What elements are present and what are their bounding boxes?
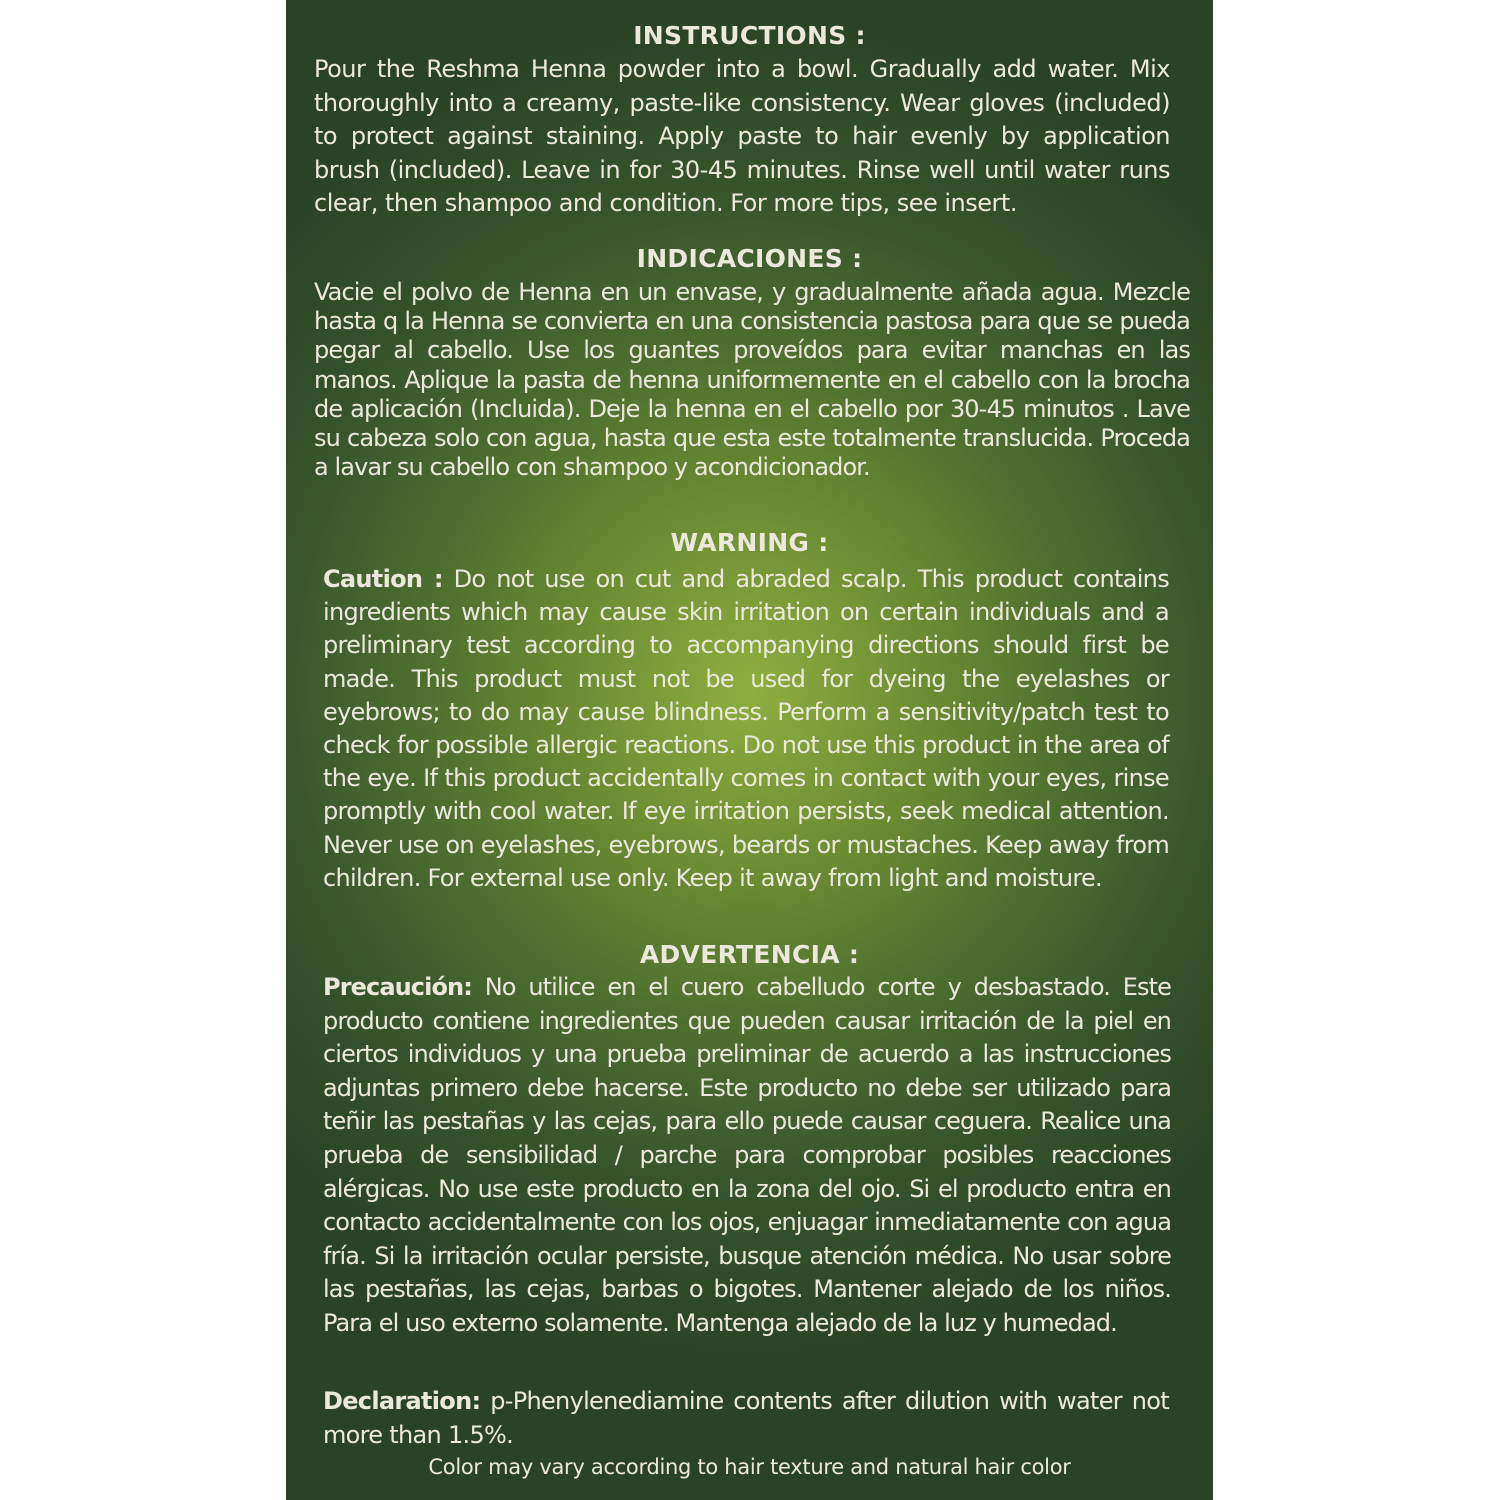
declaration-text: p-Phenylenediamine contents after dilution with water not more than 1.5%. — [323, 1387, 1169, 1449]
color-disclaimer: Color may vary according to hair texture and natural hair color — [428, 1455, 1071, 1479]
caution-text: Do not use on cut and abraded scalp. This product contains ingredients which may cause skin irritation on certain individuals and a preliminary test according to accompanying directions should first be made. This product must not be used for dyeing the eyelashes or eyebrows; to do may cause blindness. Perform a sensitivity/patch test to check for possible allergic reactions. Do not use this product in the area of the eye. If this product accidentally comes in contact with your eyes, rinse promptly with cool water. If eye irritation persists, seek medical attention. Never use on eyelashes, eyebrows, beards or mustaches. Keep away from children. For external use only. Keep it away from light and moisture. — [323, 565, 1169, 892]
caution-label: Caution : — [323, 565, 443, 593]
warning-paragraph — [323, 563, 1169, 895]
instructions-heading: INSTRUCTIONS : — [633, 21, 866, 50]
warning-heading: WARNING : — [670, 528, 829, 557]
instructions-text: Pour the Reshma Henna powder into a bowl. Gradually add water. Mix thoroughly into a creamy, paste-like consistency. Wear gloves (included) to protect against staining. Apply paste to hair evenly by application brush (included). Leave in for 30-45 minutes. Rinse well until water runs clear, then shampoo and condition. For more tips, see insert. — [314, 55, 1170, 217]
declaration-paragraph — [323, 1384, 1169, 1452]
precaucion-label: Precaución: — [323, 973, 472, 1001]
advertencia-heading: ADVERTENCIA : — [639, 940, 860, 969]
indicaciones-heading: INDICACIONES : — [636, 244, 863, 273]
indicaciones-text: Vacie el polvo de Henna en un envase, y gradualmente añada agua. Mezcle hasta q la Henna se convierta en una consistencia pastosa para que se pueda pegar al cabello. Use los guantes proveídos para evitar manchas en las manos. Aplique la pasta de henna uniformemente en el cabello con la brocha de aplicación (Incluida). Deje la henna en el cabello por 30-45 minutos . Lave su cabeza solo con agua, hasta que esta este totalmente translucida. Proceda a lavar su cabello con shampoo y acondicionador. — [314, 278, 1190, 482]
precaucion-text: No utilice en el cuero cabelludo corte y desbastado. Este producto contiene ingredientes que pueden causar irritación de la piel en ciertos individuos y una prueba preliminar de acuerdo a las instrucciones adjuntas primero debe hacerse. Este producto no debe ser utilizado para teñir las pestañas y las cejas, para ello puede causar ceguera. Realice una prueba de sensibilidad / parche para comprobar posibles reacciones alérgicas. No use este producto en la zona del ojo. Si el producto entra en contacto accidentalmente con los ojos, enjuagar inmediatamente con agua fría. Si la irritación ocular persiste, busque atención médica. No usar sobre las pestañas, las cejas, barbas o bigotes. Mantener alejado de los niños. Para el uso externo solamente. Mantenga alejado de la luz y humedad. — [323, 973, 1171, 1337]
declaration-label: Declaration: — [323, 1387, 481, 1415]
product-label-panel — [286, 0, 1213, 1500]
advertencia-paragraph — [323, 971, 1171, 1341]
